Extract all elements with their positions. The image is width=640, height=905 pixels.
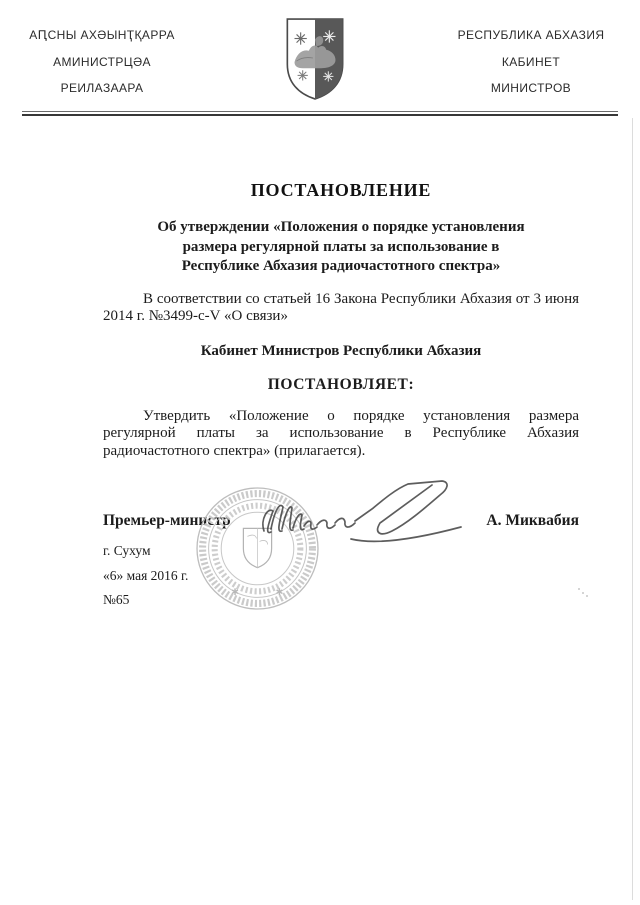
letterhead-russian-line2: КАБИНЕТ (501, 54, 561, 69)
letterhead-russian-line3: МИНИСТРОВ (490, 81, 572, 95)
footer-number: №65 (103, 592, 130, 607)
issuer-line: Кабинет Министров Республики Абхазия (200, 342, 482, 359)
svg-text:✱: ✱ (231, 587, 239, 598)
coat-of-arms-icon (284, 17, 346, 101)
preamble-paragraph: В соответствии со статьей 16 Закона Республики Абхазия от 3 июня 2014 г. №3499-с-V «О связи» (103, 290, 579, 324)
letterhead-russian-line1: РЕСПУБЛИКА АБХАЗИЯ (457, 28, 605, 42)
letterhead-russian (442, 22, 620, 102)
scan-edge-line (632, 118, 633, 900)
footer-city: г. Сухум (103, 543, 151, 558)
document-subject (103, 218, 579, 277)
handwritten-signature-icon (256, 479, 468, 555)
letterhead-abkhaz (12, 22, 192, 102)
letterhead-abkhaz-line3: РЕИЛАЗААРА (60, 81, 144, 95)
document-title: ПОСТАНОВЛЕНИЕ (250, 180, 432, 200)
letterhead-abkhaz-line1: АԤСНЫ АХӘЫНҬҚАРРА (29, 28, 175, 42)
signer-position-title: Премьер-министр (103, 512, 231, 529)
subject-line-3: Республике Абхазия радиочастотного спектра» (181, 258, 501, 274)
resolution-paragraph: Утвердить «Положение о порядке установления размера регулярной платы за использование в Республике Абхазия радиочастотного спектра» (прилагается). (103, 407, 579, 459)
subject-line-1: Об утверждении «Положения о порядке установления (157, 219, 525, 235)
letterhead-abkhaz-line2: АМИНИСТРЦӘА (53, 54, 151, 69)
resolves-line: ПОСТАНОВЛЯЕТ: (267, 375, 415, 393)
letterhead-divider (22, 111, 618, 116)
signer-name: А. Миквабия (486, 512, 579, 529)
svg-text:✱: ✱ (275, 587, 284, 598)
footer-date: «6» мая 2016 г. (103, 568, 189, 583)
subject-line-2: размера регулярной платы за использование в (182, 238, 500, 255)
